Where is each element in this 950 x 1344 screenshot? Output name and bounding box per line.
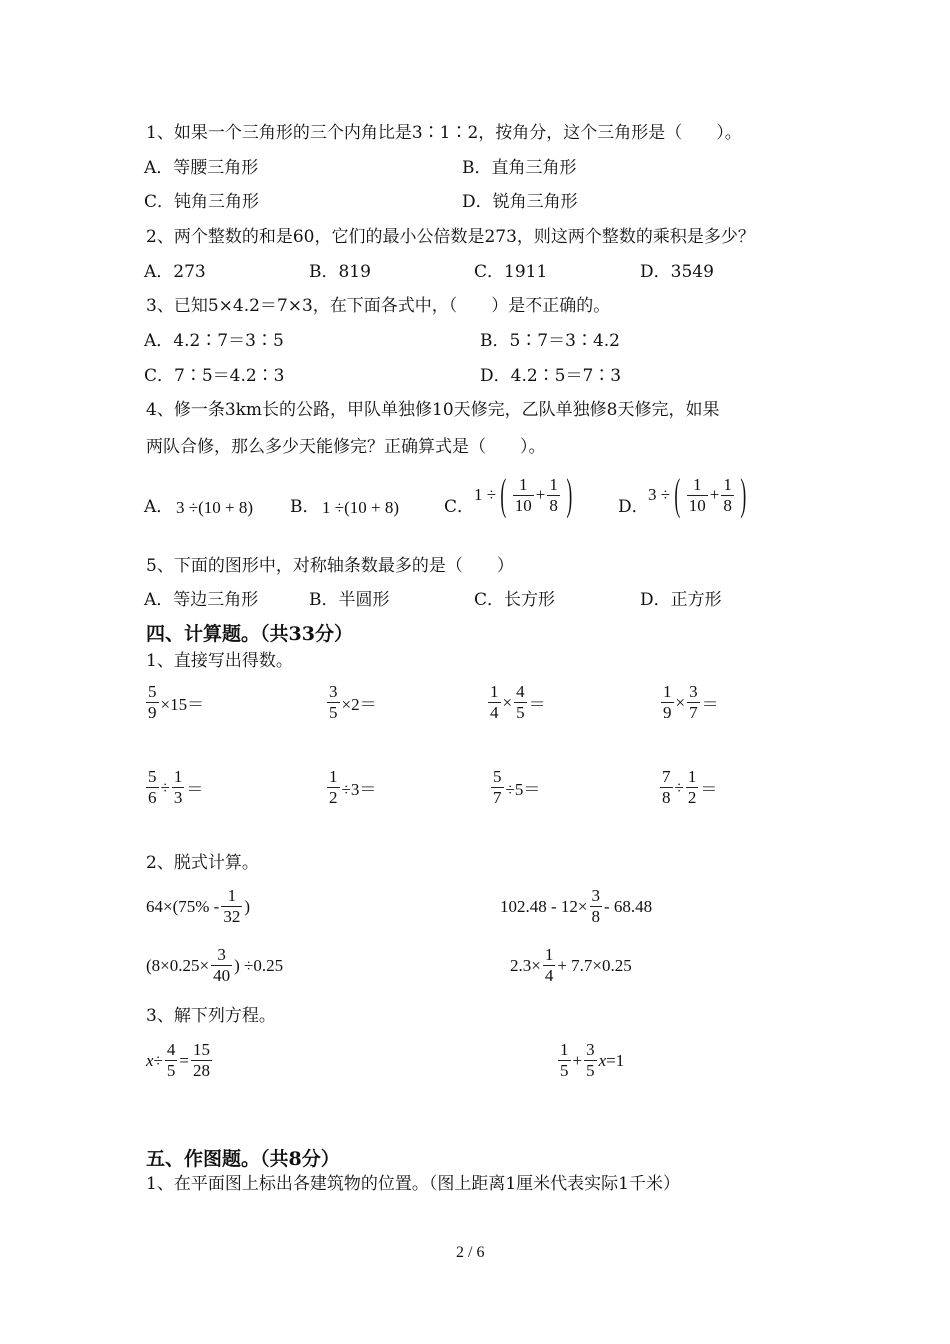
q4-option-b-label: B． bbox=[290, 497, 320, 517]
q1-option-a: A．等腰三角形 bbox=[144, 158, 259, 178]
direct-item-2: $\frac{3}{5}$ ×2＝ bbox=[329, 682, 377, 722]
q1-text: 1、如果一个三角形的三个内角比是3∶1∶2，按角分，这个三角形是（ ）。 bbox=[146, 123, 742, 143]
right-paren: ) bbox=[566, 470, 573, 519]
q2-option-d: D．3549 bbox=[640, 262, 714, 282]
fraction: $\frac{1}{8}$ bbox=[723, 474, 732, 515]
calc-expr-3: (8×0.25× $\frac{3}{40}$ ) ÷0.25 bbox=[146, 945, 284, 985]
q4-option-d-expr bbox=[648, 470, 751, 520]
q3-option-a: A．4.2∶7＝3∶5 bbox=[144, 331, 284, 351]
fraction: $\frac{1}{8}$ bbox=[549, 474, 558, 515]
q3-option-c: C．7∶5＝4.2∶3 bbox=[144, 366, 285, 386]
section-5-title: 五、作图题。（共8分） bbox=[146, 1148, 340, 1170]
q1-option-d: D．锐角三角形 bbox=[462, 192, 578, 212]
direct-item-4: $\frac{1}{9}$ × $\frac{3}{7}$ ＝ bbox=[663, 682, 719, 722]
q4-option-c-label: C． bbox=[444, 497, 475, 517]
direct-item-5: $\frac{5}{6}$ ÷ $\frac{1}{3}$ ＝ bbox=[148, 767, 204, 807]
q3-text: 3、已知5×4.2＝7×3，在下面各式中，（ ）是不正确的。 bbox=[146, 296, 611, 316]
q2-option-a: A．273 bbox=[144, 262, 206, 282]
q5-text: 5、下面的图形中，对称轴条数最多的是（ ） bbox=[146, 556, 514, 576]
q3-option-d: D．4.2∶5＝7∶3 bbox=[480, 366, 622, 386]
plus-sign: + bbox=[709, 485, 720, 504]
direct-item-8: $\frac{7}{8}$ ÷ $\frac{1}{2}$ ＝ bbox=[662, 767, 718, 807]
fraction: $\frac{1}{10}$ bbox=[688, 474, 706, 515]
q3-option-b: B．5∶7＝3∶4.2 bbox=[480, 331, 620, 351]
q4-line2: 两队合修，那么多少天能修完？正确算式是（ ）。 bbox=[146, 437, 546, 457]
q4-option-b-expr: 1 ÷(10 + 8) bbox=[322, 498, 399, 517]
equation-1: x ÷ $\frac{4}{5}$ = $\frac{15}{28}$ bbox=[146, 1040, 210, 1080]
q4-option-d-label: D． bbox=[618, 497, 649, 517]
q4-option-a-expr: 3 ÷(10 + 8) bbox=[176, 498, 253, 517]
direct-item-7: $\frac{5}{7}$ ÷5＝ bbox=[493, 767, 541, 807]
q5-option-b: B．半圆形 bbox=[309, 590, 390, 610]
direct-item-1: $\frac{5}{9}$ ×15＝ bbox=[148, 682, 205, 722]
equation-2: $\frac{1}{5}$ + $\frac{3}{5}$ x =1 bbox=[560, 1040, 625, 1080]
q2-text: 2、两个整数的和是60，它们的最小公倍数是273，则这两个整数的乘积是多少？ bbox=[146, 227, 755, 247]
right-paren: ) bbox=[740, 470, 747, 519]
q4-line1: 4、修一条3km长的公路，甲队单独修10天修完，乙队单独修8天修完，如果 bbox=[146, 400, 720, 420]
q4-c-lead: 1 ÷ bbox=[474, 485, 497, 504]
q2-option-b: B．819 bbox=[309, 262, 371, 282]
direct-item-3: $\frac{1}{4}$ × $\frac{4}{5}$ ＝ bbox=[490, 682, 546, 722]
section-4-sub3: 3、解下列方程。 bbox=[146, 1006, 276, 1026]
q5-option-a: A．等边三角形 bbox=[144, 590, 259, 610]
left-paren: ( bbox=[674, 470, 681, 519]
q5-option-d: D．正方形 bbox=[640, 590, 722, 610]
section-4-sub2: 2、脱式计算。 bbox=[146, 853, 259, 873]
q4-option-c-expr bbox=[474, 470, 577, 520]
calc-expr-2: 102.48 - 12× $\frac{3}{8}$ - 68.48 bbox=[500, 886, 653, 926]
q4-d-lead: 3 ÷ bbox=[648, 485, 671, 504]
q5-option-c: C．长方形 bbox=[474, 590, 556, 610]
q1-option-b: B．直角三角形 bbox=[462, 158, 577, 178]
page-number: 2 / 6 bbox=[456, 1244, 485, 1261]
q1-option-c: C．钝角三角形 bbox=[144, 192, 260, 212]
calc-expr-4: 2.3× $\frac{1}{4}$ + 7.7×0.25 bbox=[510, 945, 632, 985]
direct-item-6: $\frac{1}{2}$ ÷3＝ bbox=[329, 767, 377, 807]
section-5-sub1: 1、在平面图上标出各建筑物的位置。（图上距离1厘米代表实际1千米） bbox=[146, 1174, 680, 1194]
q4-option-a-label: A． bbox=[144, 497, 174, 517]
calc-expr-1: 64×(75% - $\frac{1}{32}$ ) bbox=[146, 886, 250, 926]
section-4-title: 四、计算题。（共33分） bbox=[146, 623, 353, 645]
left-paren: ( bbox=[500, 470, 507, 519]
q2-option-c: C．1911 bbox=[474, 262, 548, 282]
fraction: $\frac{1}{10}$ bbox=[514, 474, 532, 515]
section-4-sub1: 1、直接写出得数。 bbox=[146, 651, 293, 671]
plus-sign: + bbox=[535, 485, 546, 504]
